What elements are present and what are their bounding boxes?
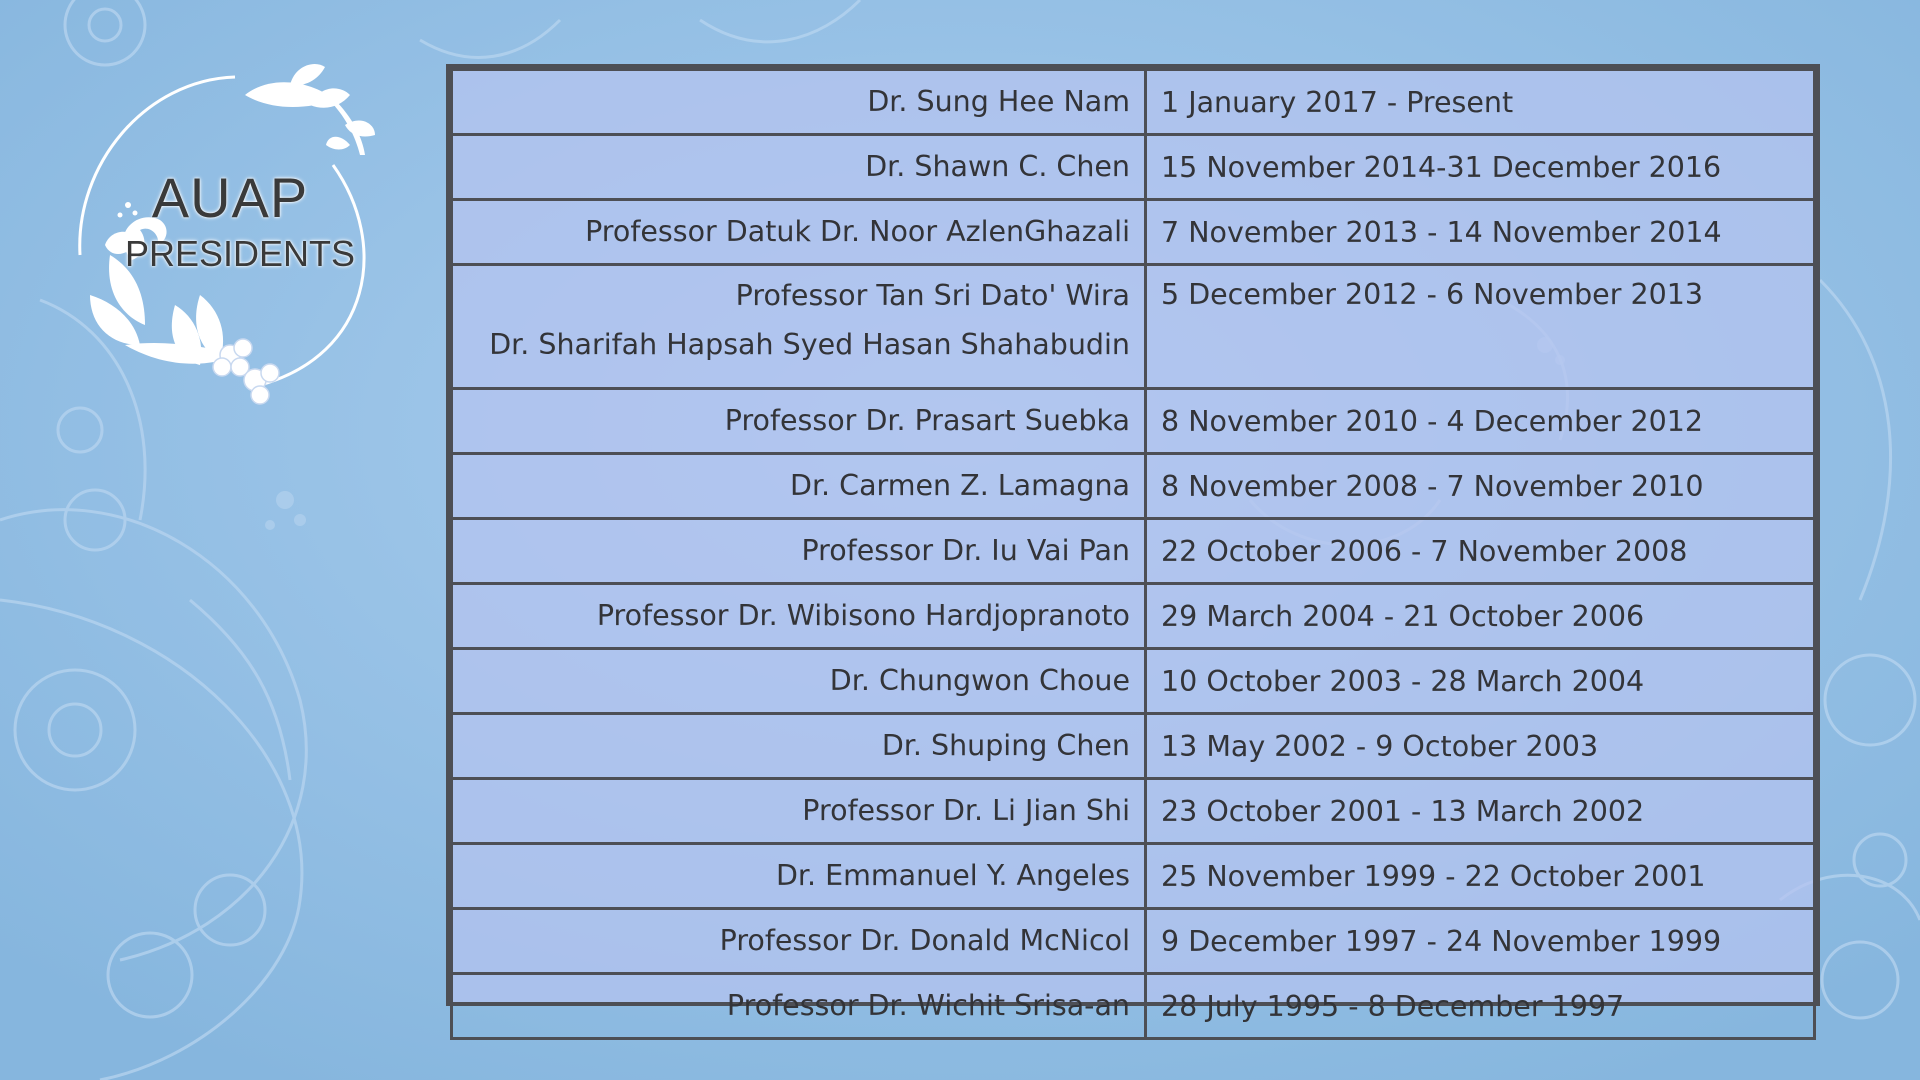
president-name-cell — [452, 265, 1146, 389]
president-row — [452, 584, 1815, 649]
president-name-cell — [452, 779, 1146, 844]
presidents-table-body — [452, 70, 1815, 1039]
president-name: Professor Dr. Li Jian Shi — [802, 794, 1130, 827]
president-row — [452, 779, 1815, 844]
president-name-cell — [452, 714, 1146, 779]
president-row — [452, 909, 1815, 974]
president-name: Professor Dr. Wichit Srisa-an — [726, 989, 1130, 1022]
president-name-cell — [452, 909, 1146, 974]
president-name-cell — [452, 70, 1146, 135]
president-name-cell — [452, 519, 1146, 584]
president-term: 1 January 2017 - Present — [1146, 70, 1815, 135]
president-row — [452, 200, 1815, 265]
president-name: Dr. Sharifah Hapsah Syed Hasan Shahabudin — [489, 328, 1130, 361]
president-name: Dr. Chungwon Choue — [829, 664, 1130, 697]
president-name-cell — [452, 200, 1146, 265]
president-name: Dr. Emmanuel Y. Angeles — [775, 859, 1130, 892]
president-name-cell — [452, 974, 1146, 1039]
president-term: 7 November 2013 - 14 November 2014 — [1146, 200, 1815, 265]
president-row — [452, 454, 1815, 519]
president-row — [452, 519, 1815, 584]
president-name: Professor Dr. Donald McNicol — [719, 924, 1130, 957]
president-name: Dr. Sung Hee Nam — [867, 85, 1130, 118]
president-name: Professor Tan Sri Dato' Wira — [735, 279, 1130, 312]
president-name: Dr. Shawn C. Chen — [865, 150, 1130, 183]
president-name: Professor Datuk Dr. Noor AzlenGhazali — [585, 215, 1130, 248]
auap-presidents-logo — [50, 55, 410, 415]
president-name-cell — [452, 389, 1146, 454]
president-term: 22 October 2006 - 7 November 2008 — [1146, 519, 1815, 584]
president-term: 29 March 2004 - 21 October 2006 — [1146, 584, 1815, 649]
president-name: Professor Dr. Iu Vai Pan — [801, 534, 1130, 567]
president-name-cell — [452, 844, 1146, 909]
president-name-cell — [452, 454, 1146, 519]
logo-subtitle: PRESIDENTS — [124, 233, 356, 274]
president-term: 8 November 2010 - 4 December 2012 — [1146, 389, 1815, 454]
president-row — [452, 974, 1815, 1039]
president-row — [452, 389, 1815, 454]
president-term: 23 October 2001 - 13 March 2002 — [1146, 779, 1815, 844]
president-name: Professor Dr. Wibisono Hardjopranoto — [596, 599, 1130, 632]
president-term: 25 November 1999 - 22 October 2001 — [1146, 844, 1815, 909]
logo-title: AUAP — [151, 166, 309, 229]
president-term: 15 November 2014-31 December 2016 — [1146, 135, 1815, 200]
president-term: 13 May 2002 - 9 October 2003 — [1146, 714, 1815, 779]
president-row — [452, 844, 1815, 909]
presidents-table — [446, 64, 1820, 1023]
president-row — [452, 265, 1815, 389]
president-name-cell — [452, 135, 1146, 200]
president-name: Professor Dr. Prasart Suebka — [724, 404, 1130, 437]
president-term: 28 July 1995 - 8 December 1997 — [1146, 974, 1815, 1039]
president-row — [452, 135, 1815, 200]
president-name: Dr. Carmen Z. Lamagna — [790, 469, 1130, 502]
president-term: 8 November 2008 - 7 November 2010 — [1146, 454, 1815, 519]
president-name-cell — [452, 649, 1146, 714]
president-row — [452, 70, 1815, 135]
president-term: 10 October 2003 - 28 March 2004 — [1146, 649, 1815, 714]
president-row — [452, 649, 1815, 714]
president-name: Dr. Shuping Chen — [881, 729, 1130, 762]
president-term: 9 December 1997 - 24 November 1999 — [1146, 909, 1815, 974]
president-name-cell — [452, 584, 1146, 649]
president-term: 5 December 2012 - 6 November 2013 — [1146, 265, 1815, 389]
president-row — [452, 714, 1815, 779]
